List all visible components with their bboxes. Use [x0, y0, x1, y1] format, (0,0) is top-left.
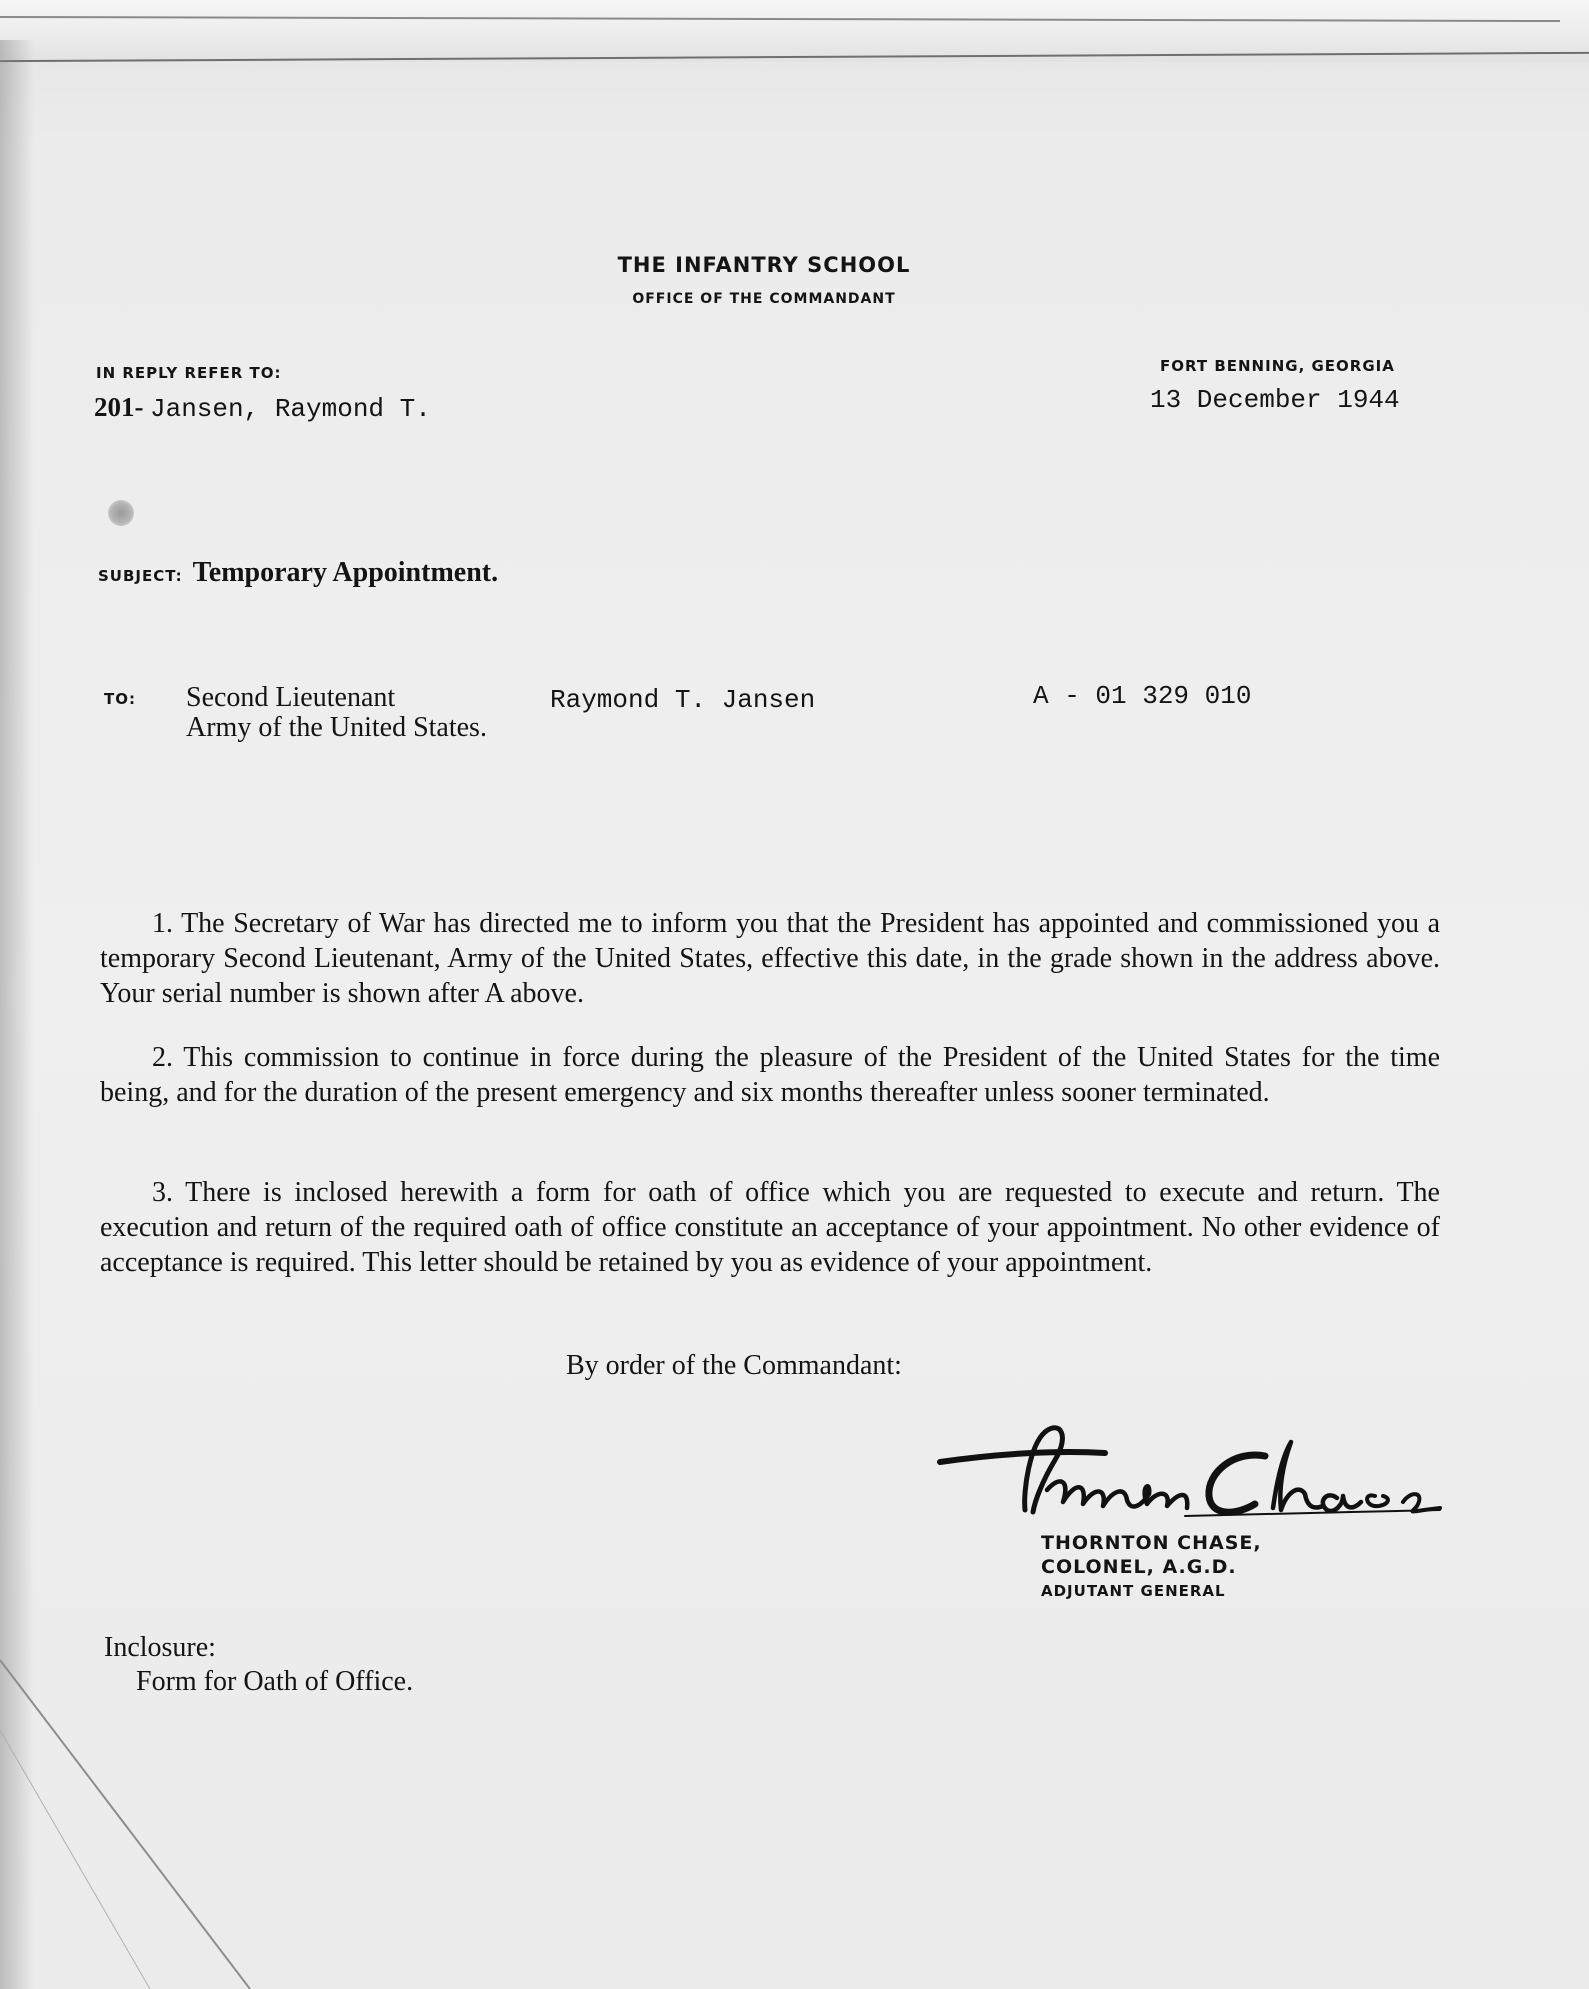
letter-date: 13 December 1944: [1150, 385, 1400, 415]
addressee-serial: A - 01 329 010: [1033, 681, 1252, 711]
subject-label: SUBJECT:: [98, 567, 183, 585]
to-label: TO:: [104, 690, 136, 708]
handwritten-signature: [935, 1420, 1445, 1530]
reply-file-name: Jansen, Raymond T.: [150, 394, 431, 424]
body-paragraph-1-text: 1. The Secretary of War has directed me to inform you that the President has appointed and commissioned you a temporary Second Lieutenant, Army of the United States, effective this date, in the grade shown in the address above. Your serial number is shown after A above.: [100, 908, 1440, 1009]
location-place: FORT BENNING, GEORGIA: [1160, 357, 1395, 375]
body-paragraph-2: [100, 1040, 1440, 1110]
ink-smudge: [108, 500, 134, 526]
addressee-name: Raymond T. Jansen: [550, 685, 816, 715]
letterhead-school: THE INFANTRY SCHOOL: [617, 253, 911, 277]
signer-rank: COLONEL, A.G.D.: [1041, 1556, 1237, 1578]
reply-reference: [94, 392, 431, 424]
signer-title: ADJUTANT GENERAL: [1041, 1582, 1226, 1600]
body-paragraph-2-text: 2. This commission to continue in force during the pleasure of the President of the United States for the time being, and for the duration of the present emergency and six months thereafter unless sooner terminated.: [100, 1042, 1440, 1108]
closing-line: By order of the Commandant:: [566, 1350, 902, 1381]
inclosure-item: Form for Oath of Office.: [136, 1666, 414, 1697]
addressee-branch: Army of the United States.: [186, 712, 487, 743]
subject-text: Temporary Appointment.: [192, 557, 499, 588]
letterhead-office: OFFICE OF THE COMMANDANT: [632, 291, 896, 307]
body-paragraph-3: [100, 1175, 1440, 1280]
body-paragraph-1: [100, 906, 1440, 1011]
body-paragraph-3-text: 3. There is inclosed herewith a form for oath of office which you are requested to execute and return. The execution and return of the required oath of office constitute an acceptance of your appointment. No other evidence of acceptance is required. This letter should be retained by you as evidence of your appointment.: [100, 1177, 1440, 1278]
reply-file-prefix: 201-: [94, 392, 144, 422]
reply-label: IN REPLY REFER TO:: [96, 364, 282, 382]
addressee-rank: Second Lieutenant: [186, 682, 396, 713]
signer-name: THORNTON CHASE,: [1041, 1532, 1262, 1554]
inclosure-label: Inclosure:: [104, 1632, 216, 1663]
subject-line: [98, 557, 498, 589]
